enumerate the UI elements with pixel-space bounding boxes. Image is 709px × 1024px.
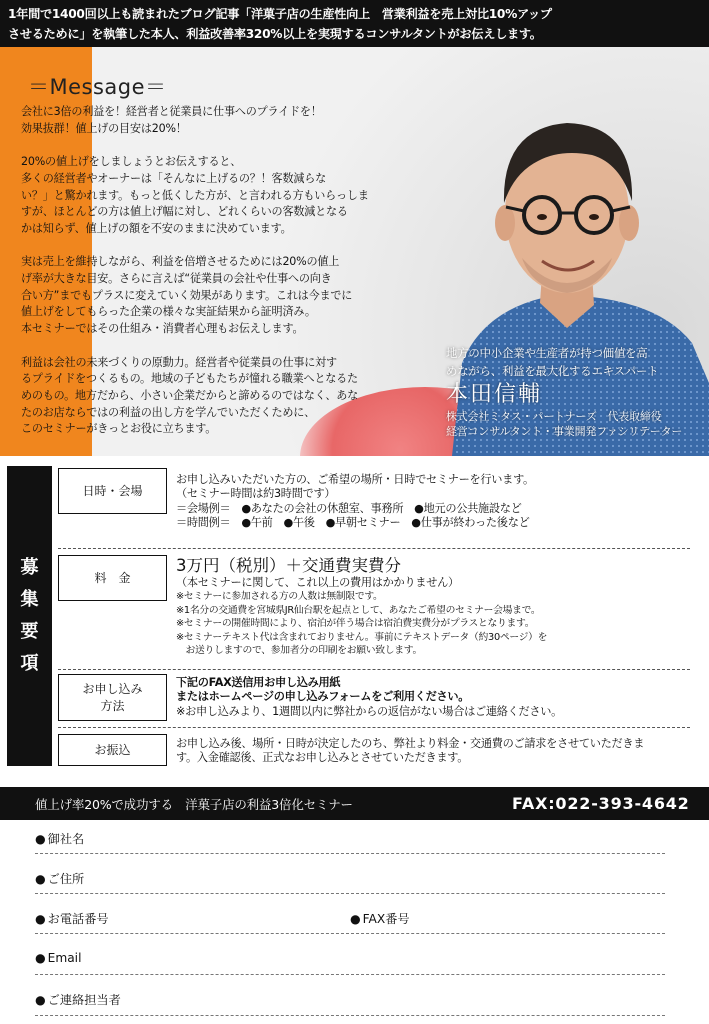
fax-label: FAX番号 (362, 912, 410, 926)
datetime-text (176, 473, 704, 530)
contact-field-label (35, 991, 121, 1008)
message-title: ＝Message＝ (28, 75, 167, 99)
fee-label: 料 金 (58, 555, 167, 601)
profile-title-1: 株式会社ミタス・パートナーズ 代表取締役 (446, 410, 662, 423)
datetime-line: お申し込みいただいた方の、ご希望の場所・日時でセミナーを行います。 (176, 473, 534, 486)
row-divider (58, 548, 690, 549)
datetime-line: ＝会場例＝ ●あなたの会社の休憩室、事務所 ●地元の公共施設など (176, 501, 522, 515)
bullet-icon: ● (35, 912, 46, 926)
bullet-icon: ● (350, 912, 361, 926)
apply-line: 下記のFAX送信用お申し込み用紙 (176, 676, 341, 689)
company-field-label (35, 830, 84, 847)
message-paragraph: 20%の値上げをしましょうとお伝えすると、 多くの経営者やオーナーは「そんなに上げるの？！客数減らな い？」と驚かれます。もっと低くした方が、と言われる方もいらっしま すが、ほとんどの方は値上げ幅に対し、どれくらいの客数減となる かは知らず、値上げの額を不安のままに決めています。 (21, 155, 369, 235)
apply-label (58, 674, 167, 721)
fax-number: FAX:022-393-4642 (512, 794, 690, 813)
address-input-line[interactable] (35, 893, 665, 894)
profile-description: 地方の中小企業や生産者が持つ価値を高 めながら、利益を最大化するエキスパート (446, 346, 659, 378)
row-divider (58, 669, 690, 670)
apply-line: またはホームページの申し込みフォームをご利用ください。 (176, 690, 470, 704)
transfer-line: お申し込み後、場所・日時が決定したのち、弊社より料金・交通費のご請求をさせていただきま (176, 737, 645, 750)
message-paragraph: 実は売上を維持しながら、利益を倍増させるためには20%の値上 げ率が大きな目安。さらに言えば“従業員の会社や仕事への向き 合い方”までもプラスに変えていく効果があります。これは今までに 値上げをしてもらった企業の様々な実証結果から証明済み。 本セミナーではその仕組み・消費者心理もお伝えします。 (21, 255, 353, 336)
address-label: ご住所 (47, 872, 85, 886)
heading-char: 要 (20, 621, 39, 642)
consultant-profile (446, 345, 706, 439)
apply-label-line: 方法 (100, 698, 125, 713)
apply-line: ※お申し込みより、1週間以内に弊社からの返信がない場合はご連絡ください。 (176, 704, 563, 718)
message-paragraph: 会社に3倍の利益を！経営者と従業員に仕事へのプライドを！ 効果抜群！値上げの目安は20%！ (21, 105, 322, 135)
header-banner (0, 0, 709, 47)
contact-input-line[interactable] (35, 1015, 665, 1016)
recruitment-details (0, 464, 709, 770)
seminar-title: 値上げ率20%で成功する 洋菓子店の利益3倍化セミナー (35, 796, 353, 812)
email-label: Email (47, 951, 82, 965)
datetime-line: ＝時間例＝ ●午前 ●午後 ●早朝セミナー ●仕事が終わった後など (176, 515, 530, 529)
row-divider (58, 727, 690, 728)
message-paragraph: 利益は会社の未来づくりの原動力。経営者や従業員の仕事に対す るプライドをつくるもの。地域の子どもたちが憧れる職業へとなるた めのもの。地方だから、小さい企業だからと諦めるのではなく、あな たのお店ならではの利益の出し方を学んでいただくために、 このセミナーがきっとお役に立ちます。 (21, 355, 359, 436)
bullet-icon: ● (35, 951, 46, 965)
fee-text (176, 556, 704, 658)
heading-char: 集 (20, 589, 39, 610)
contact-label: ご連絡担当者 (47, 993, 121, 1007)
fee-note: ※セミナーに参加される方の人数は無制限です。 (176, 591, 383, 603)
message-section (0, 47, 709, 456)
profile-name: 本田信輔 (446, 382, 543, 407)
apply-text (176, 676, 704, 719)
transfer-line: す。入金確認後、正式なお申し込みとさせていただきます。 (176, 751, 469, 765)
header-line-2: させるために」を執筆した本人、利益改善率320%以上を実現するコンサルタントがお伝えします。 (8, 27, 542, 41)
message-body (21, 104, 416, 455)
bullet-icon: ● (35, 993, 46, 1007)
header-line-1: 1年間で1400回以上も読まれたブログ記事「洋菓子店の生産性向上 営業利益を売上対比10%アップ (8, 7, 552, 21)
fee-note: お送りしますので、参加者分の印刷をお願い致します。 (176, 645, 422, 657)
bullet-icon: ● (35, 872, 46, 886)
fee-note: ※セミナーの開催時間により、宿泊が伴う場合は宿泊費実費分がプラスとなります。 (176, 618, 535, 630)
datetime-label: 日時・会場 (58, 468, 167, 514)
bullet-icon: ● (35, 832, 46, 846)
phone-field-label (35, 910, 109, 927)
phone-label: お電話番号 (47, 912, 109, 926)
fax-field-label (350, 910, 410, 927)
fee-sub: （本セミナーに関して、これ以上の費用はかかりません） (176, 576, 459, 589)
transfer-label: お振込 (58, 734, 167, 766)
email-field-label (35, 951, 81, 965)
recruitment-heading (7, 466, 52, 766)
heading-char: 募 (20, 557, 39, 578)
fax-application-form (0, 820, 709, 1024)
phone-fax-input-line[interactable] (35, 933, 665, 934)
company-input-line[interactable] (35, 853, 665, 854)
profile-title-2: 経営コンサルタント・事業開発ファシリテーター (446, 425, 683, 438)
transfer-text (176, 737, 704, 766)
datetime-line: （セミナー時間は約3時間です） (176, 487, 336, 501)
fee-note: ※セミナーテキスト代は含まれておりません。事前にテキストデータ（約30ページ）を (176, 631, 548, 643)
apply-label-line: お申し込み (82, 681, 143, 696)
email-input-line[interactable] (35, 974, 665, 975)
heading-char: 項 (20, 653, 39, 674)
fax-banner (0, 787, 709, 820)
fee-note: ※1名分の交通費を宮城県JR仙台駅を起点として、あなたご希望のセミナー会場まで。 (176, 604, 541, 616)
address-field-label (35, 870, 84, 887)
company-label: 御社名 (47, 832, 85, 846)
fee-price: 3万円（税別）＋交通費実費分 (176, 556, 401, 575)
